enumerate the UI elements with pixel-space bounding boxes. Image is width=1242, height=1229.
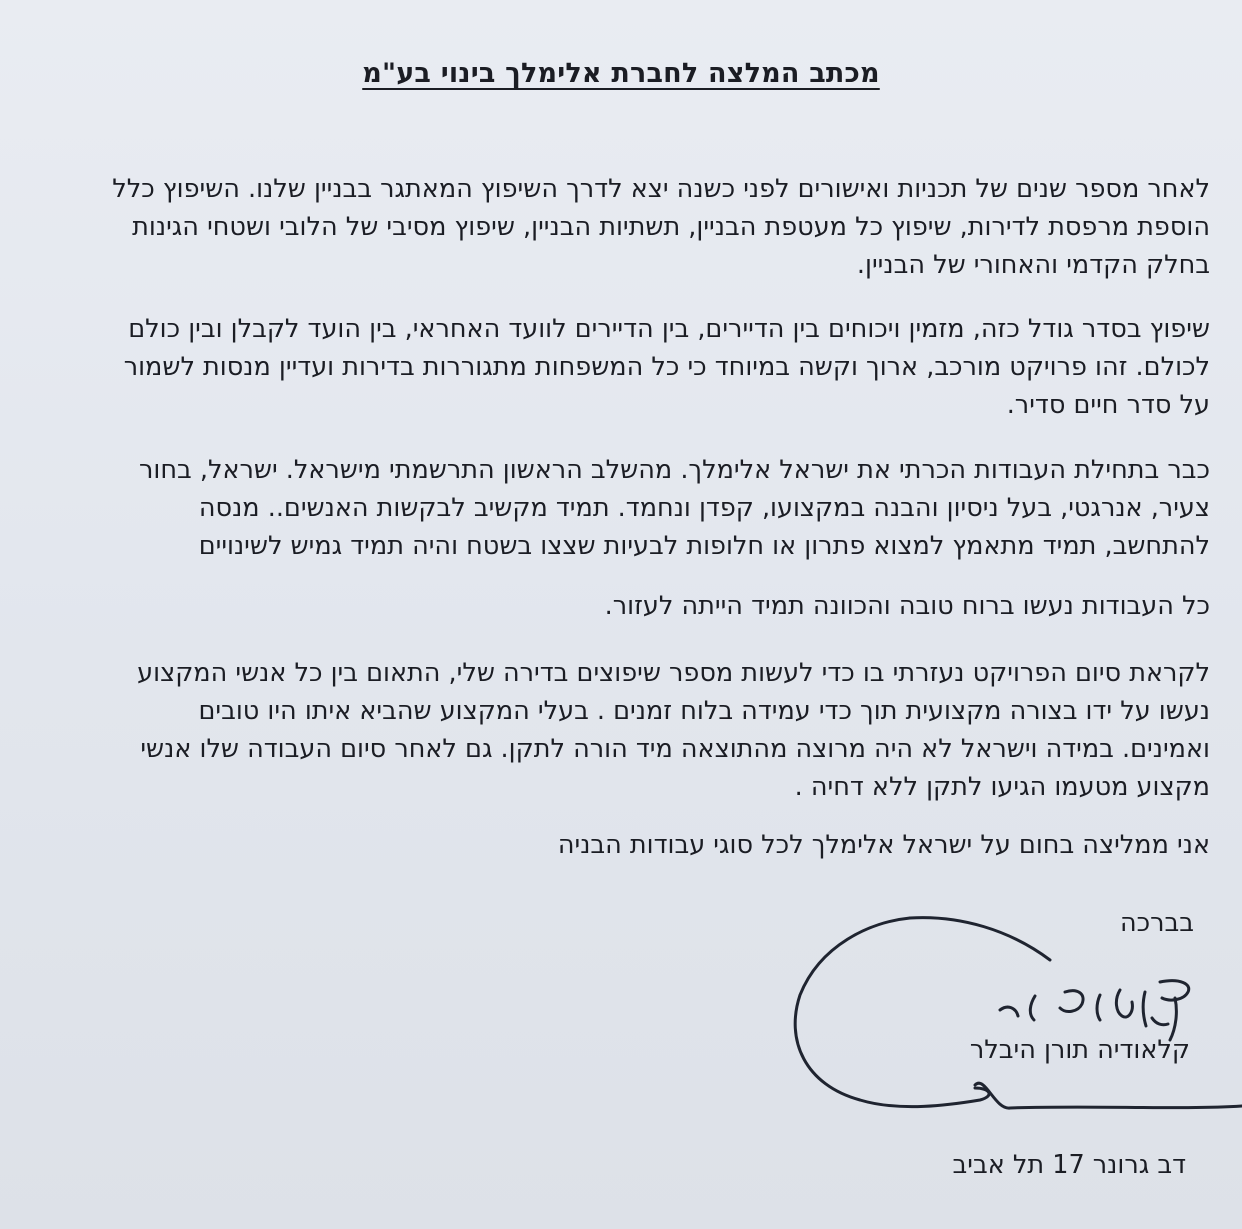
paragraph-line: לאחר מספר שנים של תכניות ואישורים לפני כשנה יצא לדרך השיפוץ המאתגר בבניין שלנו. השיפוץ כלל <box>112 174 1210 204</box>
paragraph-complexity <box>20 310 1210 424</box>
paragraph-line: כבר בתחילת העבודות הכרתי את ישראל אלימלך. מהשלב הראשון התרשמתי מישראל. ישראל, בחור <box>139 455 1210 485</box>
paragraph-line: על סדר חיים סדיר. <box>1006 390 1210 420</box>
paragraph-line: מקצוע מטעמו הגיעו לתקן ללא דחיה . <box>794 772 1210 802</box>
paragraph-line: צעיר, אנרגטי, בעל ניסיון והבנה במקצועו, קפדן ונחמד. תמיד מקשיב לבקשות האנשים.. מנסה <box>198 493 1210 523</box>
paragraph-line: בחלק הקדמי והאחורי של הבניין. <box>856 250 1210 280</box>
paragraph-line: ואמינים. במידה וישראל לא היה מרוצה מהתוצאה מיד הורה לתקן. גם לאחר סיום העבודה שלו אנשי <box>140 734 1210 764</box>
paragraph-line: שיפוץ בסדר גודל כזה, מזמין ויכוחים בין הדיירים, בין הדיירים לוועד האחראי, בין הועד לקבלן ובין כולם <box>128 314 1210 344</box>
closing-greeting: בברכה <box>1119 908 1194 938</box>
paragraph-spirit <box>20 587 1210 625</box>
paragraph-line: נעשו על ידו בצורה מקצועית תוך כדי עמידה בלוח זמנים . בעלי המקצוע שהביא איתו היו טובים <box>198 696 1210 726</box>
paragraph-line: לקראת סיום הפרויקט נעזרתי בו כדי לעשות מספר שיפוצים בדירה שלי, התאום בין כל אנשי המקצוע <box>137 658 1210 688</box>
letter-body <box>20 170 1210 889</box>
paragraph-line: אני ממליצה בחום על ישראל אלימלך לכל סוגי עבודות הבניה <box>557 830 1210 860</box>
address-line: דב גרונר 17 תל אביב <box>952 1150 1186 1180</box>
paragraph-line: כל העבודות נעשו ברוח טובה והכוונה תמיד הייתה לעזור. <box>604 591 1210 621</box>
paragraph-line: לכולם. זהו פרויקט מורכב, ארוך וקשה במיוחד כי כל המשפחות מתגוררות בדירות ועדיין מנסות לשמור <box>123 352 1210 382</box>
paragraph-contractor <box>20 451 1210 565</box>
paragraph-apartment <box>20 654 1210 806</box>
paragraph-recommendation <box>20 826 1210 864</box>
paragraph-line: הוספת מרפסת לדירות, שיפוץ כל מעטפת הבניין, תשתיות הבניין, שיפוץ מסיבי של הלובי ושטחי הגינות <box>132 212 1210 242</box>
paragraph-renovation <box>20 170 1210 284</box>
letter-title: מכתב המלצה לחברת אלימלך בינוי בע"מ <box>362 58 880 89</box>
handwritten-signature <box>760 900 1242 1140</box>
signatory-name: קלאודיה תורן היבלר <box>969 1035 1190 1065</box>
paragraph-line: להתחשב, תמיד מתאמץ למצוא פתרון או חלופות לבעיות שצצו בשטח והיה תמיד גמיש לשינויים <box>198 531 1210 561</box>
